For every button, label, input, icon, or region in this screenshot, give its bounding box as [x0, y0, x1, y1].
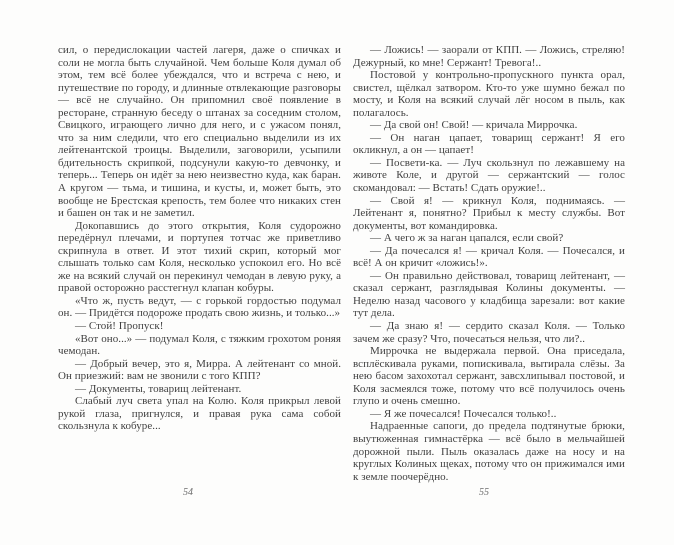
paragraph: — Он правильно действовал, товарищ лейтенант, — сказал сержант, разглядывая Колины документы. — Неделю назад часового у кладбища зарезали: вот какие тут дела.: [353, 269, 625, 320]
paragraph: — Я же почесался! Почесался только!..: [370, 407, 557, 420]
paragraph: — Да знаю я! — сердито сказал Коля. — Только зачем же сразу? Что, почесаться нельзя, что ли?..: [353, 320, 625, 345]
page-right-text: [353, 44, 625, 483]
paragraph: Миррочка не выдержала первой. Она приседала, всплёскивала руками, попискивала, вытирала слёзы. За нею басом захохотал сержант, завсхлипывал постовой, и Коля засмеялся тоже, потому что всё получилось очень глупо и очень смешно.: [353, 345, 625, 408]
paragraph: «Что ж, пусть ведут, — с горькой гордостью подумал он. — Придётся подороже продать свою жизнь, и только...»: [58, 294, 341, 320]
paragraph: — Посвети-ка. — Луч скользнул по лежавшему на животе Коле, и другой — сержантский — голос скомандовал: — Встать! Сдать оружие!..: [353, 156, 625, 195]
paragraph: — Да свой он! Свой! — кричала Миррочка.: [370, 119, 578, 132]
page-left-text: [58, 44, 341, 433]
page-number-right: 55: [479, 487, 489, 498]
paragraph: Надраенные сапоги, до предела подтянутые брюки, выутюженная гимнастёрка — всё было в мельчайшей дорожной пыли. Пыль оказалась даже на носу и на круглых Колиных щеках, потому что он прижимался ими к земле поочерёдно.: [353, 420, 625, 483]
paragraph: — Документы, товарищ лейтенант.: [75, 382, 242, 395]
paragraph: Слабый луч света упал на Колю. Коля прикрыл левой рукой глаза, пригнулся, и правая рука сама собой скользнула к кобуре...: [58, 395, 341, 433]
paragraph: «Вот оно...» — подумал Коля, с тяжким грохотом роняя чемодан.: [58, 332, 341, 358]
paragraph: — А чего ж за наган цапался, если свой?: [370, 232, 564, 245]
paragraph: Докопавшись до этого открытия, Коля судорожно передёрнул плечами, и портупея тотчас же приветливо скрипнула в ответ. И этот тихий скрип, который мог слышать только сам Коля, несколько успокоил его. Но всё же на всякий случай он перекинул чемодан в левую руку, а правой осторожно расстегнул клапан кобуры.: [58, 219, 341, 295]
paragraph: — Он наган цапает, товарищ сержант! Я его окликнул, а он — цапает!: [353, 131, 625, 157]
page-number-left: 54: [183, 487, 193, 498]
paragraph: Постовой у контрольно-пропускного пункта орал, свистел, щёлкал затвором. Кто-то уже шумно бежал по мосту, и Коля на всякий случай лёг носом в пыль, как полагалось.: [353, 69, 625, 119]
paragraph: сил, о передислокации частей лагеря, даже о спичках и соли не могла быть случайной. Чем больше Коля думал об этом, тем всё более убеждался, что и встреча с нею, и путешествие по городу, и длинные отвлекающие разговоры — всё не случайно. Он припомнил своё появление в ресторане, странную беседу о штанах за соседним столом, Свицкого, играющего лично для него, и с ужасом понял, что за ним следили, что его специально выделили из их лейтенантской троицы. Выделили, заговорили, усыпили бдительность скрипкой, подсунули какую-то девчонку, и теперь... Теперь он идёт за нею неизвестно куда, как баран. А кругом — тьма, и тишина, и кусты, и, может быть, это вообще не Брестская крепость, тем более что никаких стен и башен он так и не заметил.: [58, 44, 341, 220]
paragraph: — Да почесался я! — кричал Коля. — Почесался, и всё! А он кричит «ложись!».: [353, 244, 625, 270]
paragraph: — Добрый вечер, это я, Мирра. А лейтенант со мной. Он приезжий: вам не звонили с того КПП?: [58, 357, 341, 383]
paragraph: — Свой я! — крикнул Коля, поднимаясь. — Лейтенант я, понятно? Прибыл к месту службы. Вот документы, вот командировка.: [353, 194, 625, 232]
paragraph: — Ложись! — заорали от КПП. — Ложись, стреляю! Дежурный, ко мне! Сержант! Тревога!..: [353, 44, 625, 69]
paragraph: — Стой! Пропуск!: [75, 320, 164, 333]
